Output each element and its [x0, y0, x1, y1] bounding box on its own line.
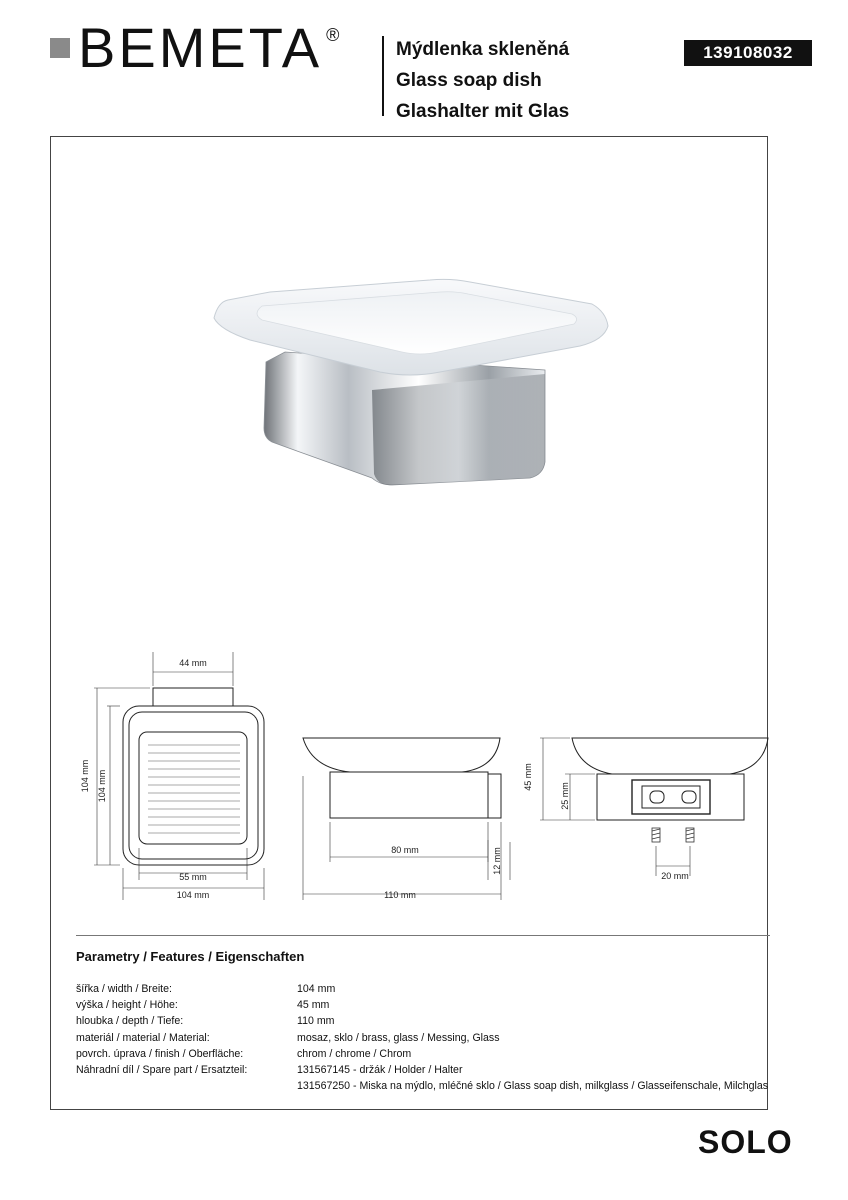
back-view-mount-plate — [632, 780, 710, 814]
dim-overall-width: 104 mm — [176, 890, 210, 900]
dim-inner-width: 55 mm — [179, 872, 207, 882]
title-english: Glass soap dish — [396, 70, 542, 91]
brand-logo: BEMETA ® — [78, 16, 340, 79]
dim-holder-thickness: 12 mm — [492, 847, 502, 875]
dim-holder-height: 25 mm — [560, 782, 570, 810]
spec-row-height — [76, 997, 768, 1013]
dim-holder-width: 44 mm — [179, 658, 207, 668]
spec-label: povrch. úprava / finish / Oberfläche: — [76, 1047, 244, 1060]
back-view-dish — [572, 738, 768, 774]
product-code-badge: 139108032 — [684, 40, 812, 66]
screw-left — [652, 828, 660, 842]
back-view-holder — [597, 774, 744, 820]
features-title: Parametry / Features / Eigenschaften — [76, 949, 305, 964]
side-view-wall-plate — [488, 774, 501, 818]
spec-value: 45 mm — [297, 999, 330, 1012]
features-divider — [76, 935, 770, 936]
mount-slot-left — [650, 791, 664, 803]
spec-label: výška / height / Höhe: — [76, 999, 178, 1012]
spec-row-depth — [76, 1013, 768, 1029]
spec-value: 131567145 - držák / Holder / Halter — [297, 1064, 463, 1077]
spec-table — [76, 981, 768, 1094]
spec-row-material — [76, 1030, 768, 1046]
spec-row-spare-part — [76, 1062, 768, 1078]
spec-label: šířka / width / Breite: — [76, 983, 172, 995]
spec-row-width — [76, 981, 768, 997]
spec-row-spare-part-2 — [76, 1078, 768, 1094]
series-name: SOLO — [698, 1124, 793, 1160]
side-view-holder — [330, 772, 488, 818]
top-view-ridges — [148, 745, 240, 833]
spec-value: mosaz, sklo / brass, glass / Messing, Glass — [297, 1031, 500, 1044]
top-view-holder — [153, 688, 233, 706]
screw-right — [686, 828, 694, 842]
dim-holder-length: 80 mm — [391, 845, 419, 855]
top-view-dish-rim — [129, 712, 258, 859]
dim-screw-spacing: 20 mm — [661, 871, 689, 881]
dim-height-inner: 104 mm — [97, 769, 107, 803]
dim-overall-height: 45 mm — [523, 763, 533, 791]
spec-value: chrom / chrome / Chrom — [297, 1047, 412, 1060]
spec-label: materiál / material / Material: — [76, 1031, 210, 1044]
spec-value: 104 mm — [297, 983, 336, 995]
spec-row-finish — [76, 1046, 768, 1062]
spec-label: Náhradní díl / Spare part / Ersatzteil: — [76, 1064, 248, 1077]
spec-value: 110 mm — [297, 1015, 335, 1028]
back-view-mount-inner — [642, 786, 700, 808]
spec-label: hloubka / depth / Tiefe: — [76, 1015, 184, 1028]
title-czech: Mýdlenka skleněná — [396, 39, 570, 60]
top-view-dish-well — [139, 732, 247, 844]
title-german: Glashalter mit Glas — [396, 101, 570, 122]
mount-slot-right — [682, 791, 696, 803]
dim-height-outer: 104 mm — [80, 759, 90, 793]
dim-overall-length: 110 mm — [384, 890, 416, 900]
side-view-dish — [303, 738, 500, 772]
spec-value: 131567250 - Miska na mýdlo, mléčné sklo / Glass soap dish, milkglass / Glasseifenschale, Milchglas — [297, 1080, 769, 1093]
registered-mark: ® — [326, 25, 340, 45]
spec-label — [76, 1078, 297, 1094]
top-view-dish-outer — [123, 706, 264, 865]
